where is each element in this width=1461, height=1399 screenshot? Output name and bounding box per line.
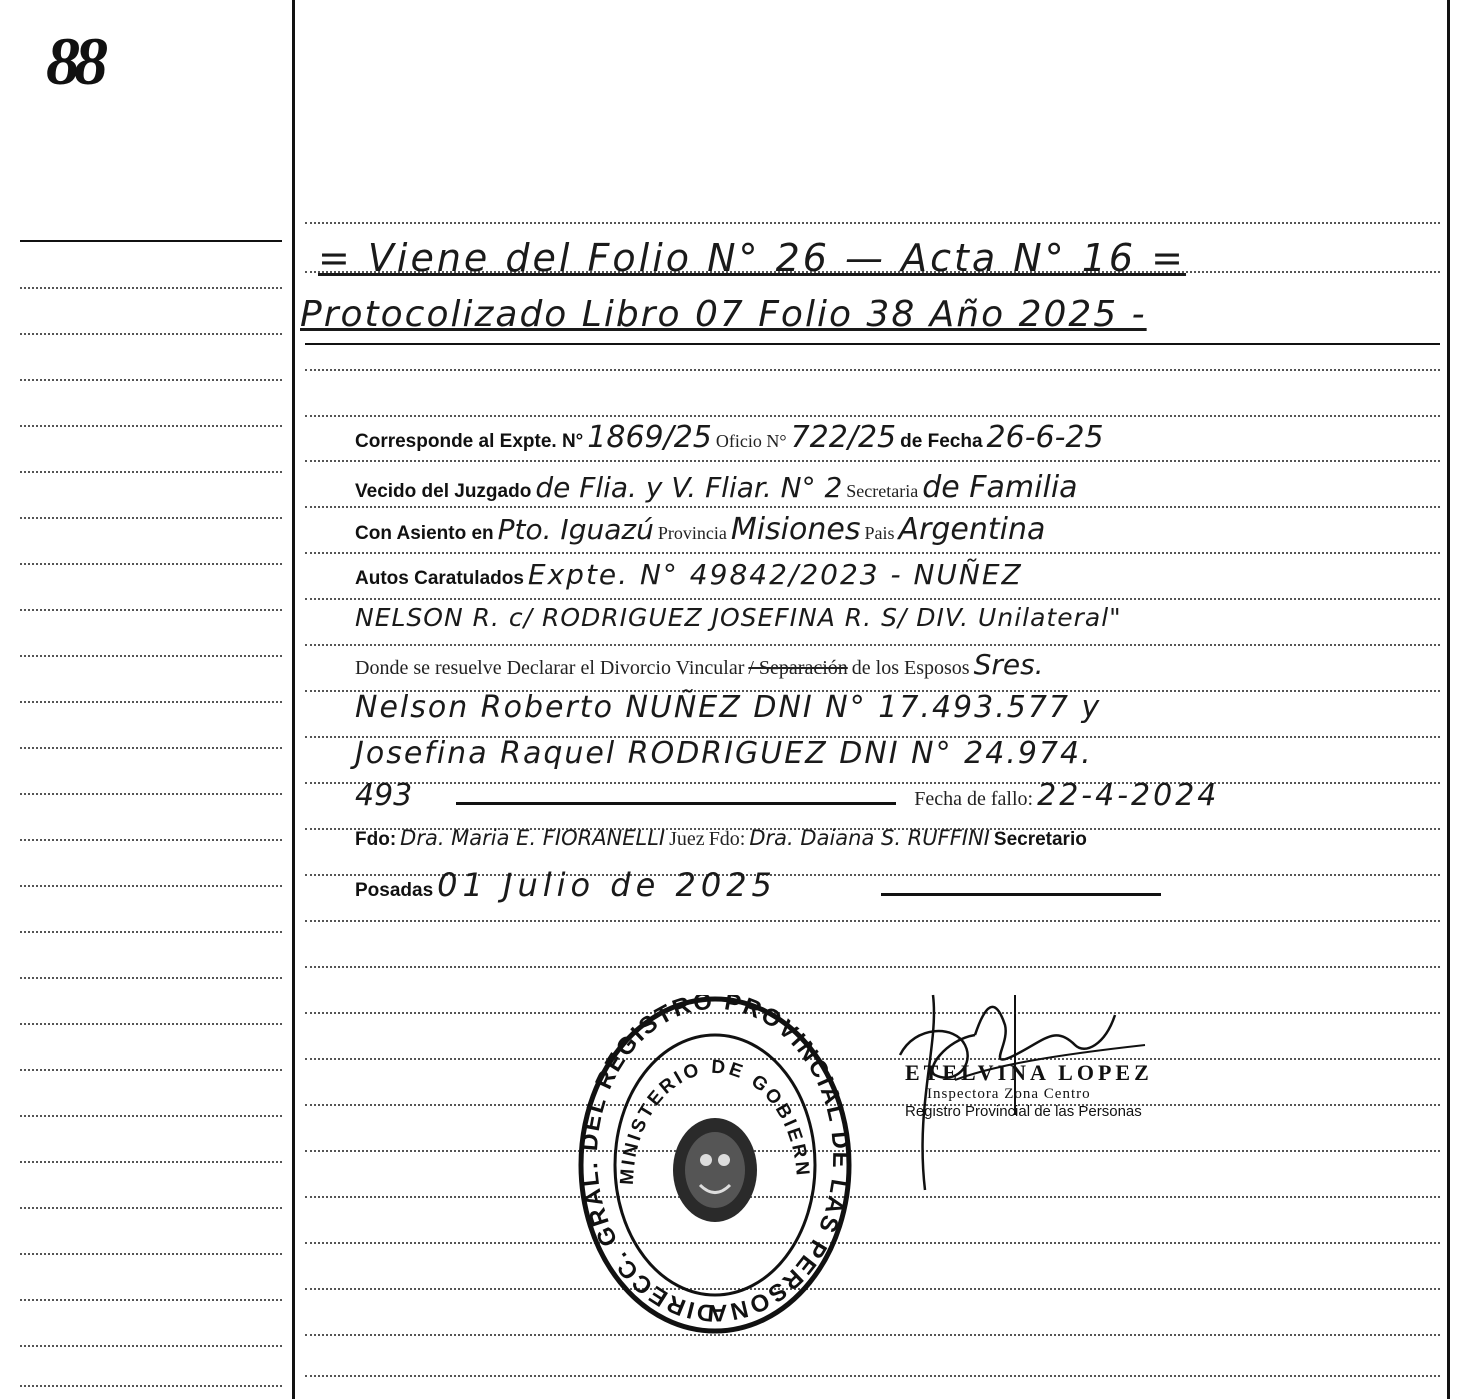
autos-label: Autos Caratulados [355, 568, 524, 589]
declarar-label: Donde se resuelve Declarar el Divorcio Vincular [355, 657, 745, 679]
juzgado-label: Vecido del Juzgado [355, 481, 532, 502]
header-line-2: Protocolizado Libro 07 Folio 38 Año 2025 - [300, 294, 1147, 335]
asiento-row [355, 512, 1375, 546]
expte-row [355, 420, 1375, 454]
seal-inner-text: MINISTERIO DE GOBIERN [616, 1056, 814, 1186]
spouse-row-2 [355, 736, 1375, 770]
fallo-label: Fecha de fallo: [914, 788, 1034, 810]
fallo-row [355, 778, 1375, 812]
fdo2-label: Fdo: [708, 828, 746, 850]
secretario-value: Dra. Daiana S. RUFFINI [749, 826, 990, 850]
pais-label: Pais [864, 523, 895, 543]
juzgado-row [355, 470, 1375, 504]
seal-graphic [578, 995, 853, 1335]
seal-outer-text: DIRECC. GRAL. DEL REGISTRO PROVINCIAL DE LAS PERSONA [578, 995, 853, 1327]
posadas-row [355, 866, 1375, 904]
secretaria-value: de Familia [922, 470, 1078, 505]
header-line-1: = Viene del Folio N° 26 — Acta N° 16 = [318, 236, 1187, 280]
posadas-value: 01 Julio de 2025 [437, 866, 777, 904]
separacion-label: / Separación [748, 657, 848, 679]
spouse-2: Josefina Raquel RODRIGUEZ DNI N° 24.974. [355, 736, 1093, 771]
secretario-label: Secretario [993, 829, 1087, 850]
autos-value-2: NELSON R. c/ RODRIGUEZ JOSEFINA R. S/ DIV. Unilateral" [355, 603, 1122, 632]
spouse-1: Nelson Roberto NUÑEZ DNI N° 17.493.577 y [355, 690, 1102, 725]
posadas-underline [881, 893, 1161, 896]
official-seal [578, 995, 853, 1335]
fallo-value: 22-4-2024 [1037, 778, 1220, 813]
oficio-value: 722/25 [790, 420, 897, 455]
right-margin-divider [1447, 0, 1450, 1399]
signatory-role: Inspectora Zona Centro [927, 1086, 1091, 1102]
page-number: 88 [46, 23, 102, 99]
firmas-row [355, 826, 1375, 860]
fecha-value: 26-6-25 [986, 420, 1104, 455]
fdo-label: Fdo: [355, 829, 397, 850]
autos-value-1: Expte. N° 49842/2023 - NUÑEZ [527, 558, 1023, 591]
autos-row-2 [355, 603, 1375, 637]
signatory-name: ETELVINA LOPEZ [905, 1060, 1153, 1085]
autos-row [355, 558, 1375, 592]
declarar-row [355, 648, 1375, 682]
left-margin-divider [292, 0, 295, 1399]
juez-value: Dra. Maria E. FIORANELLI [400, 826, 666, 850]
oficio-label: Oficio N° [715, 431, 787, 451]
esposos-label: de los Esposos [851, 657, 970, 679]
provincia-value: Misiones [730, 512, 861, 547]
signature-block [905, 1060, 1185, 1120]
spouse-row-1 [355, 690, 1375, 724]
expte-value: 1869/25 [587, 420, 712, 455]
pais-value: Argentina [898, 512, 1046, 547]
coat-of-arms-icon [673, 1118, 757, 1222]
juzgado-value: de Flia. y V. Fliar. N° 2 [535, 471, 843, 504]
esposos-value: Sres. [973, 648, 1044, 681]
asiento-value: Pto. Iguazú [497, 513, 654, 546]
secretaria-label: Secretaria [846, 481, 919, 501]
juez-label: Juez [669, 828, 705, 850]
asiento-label: Con Asiento en [355, 523, 494, 544]
fallo-underline [456, 802, 896, 805]
posadas-label: Posadas [355, 880, 434, 901]
fecha-label: de Fecha [900, 431, 983, 452]
signatory-org: Registro Provincial de las Personas [905, 1103, 1142, 1120]
spouse-3: 493 [355, 778, 413, 813]
provincia-label: Provincia [657, 523, 727, 543]
expte-label: Corresponde al Expte. N° [355, 431, 584, 452]
